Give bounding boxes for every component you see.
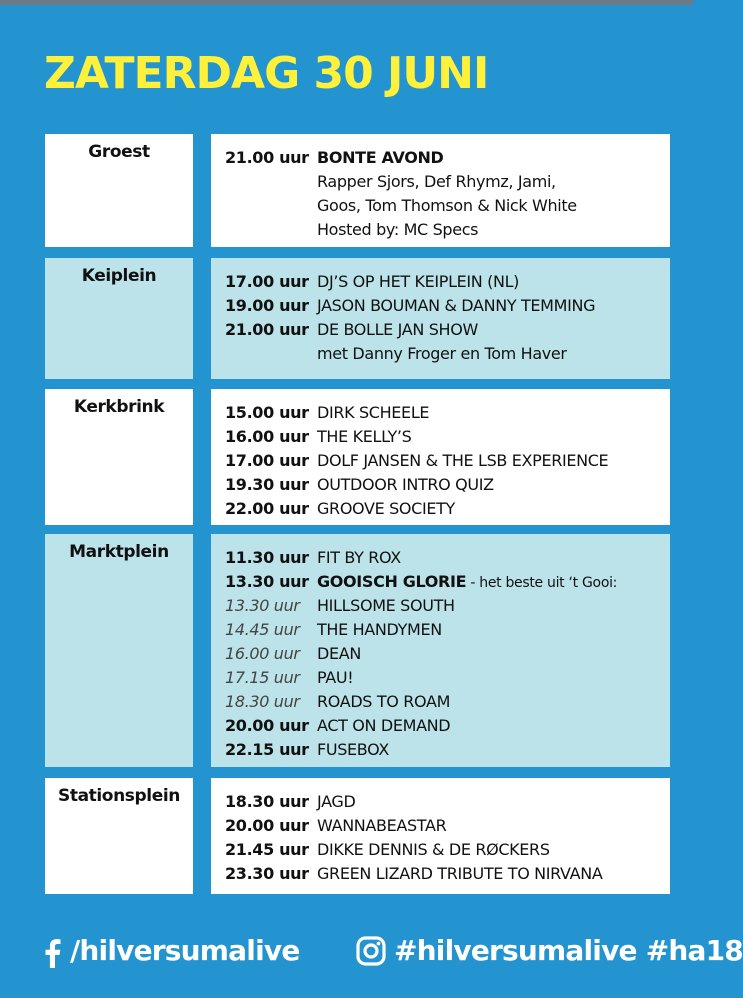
event-time: 18.30 uur: [225, 792, 309, 811]
event-time: 19.30 uur: [225, 475, 309, 494]
event-time: 18.30 uur: [225, 692, 300, 711]
event-act: GOOISCH GLORIE: [317, 572, 467, 591]
event-act: PAU!: [317, 668, 354, 687]
event-act: ROADS TO ROAM: [317, 692, 451, 711]
event-row: [211, 473, 670, 497]
event-act: GROOVE SOCIETY: [317, 499, 455, 518]
event-act: DIKKE DENNIS & DE RØCKERS: [317, 840, 550, 859]
event-row: [211, 546, 670, 570]
event-time: [211, 194, 317, 218]
event-time: 16.00 uur: [225, 644, 300, 663]
event-act: DJ’S OP HET KEIPLEIN (NL): [317, 272, 520, 291]
event-act: JAGD: [317, 792, 356, 811]
event-row: [211, 862, 670, 886]
event-time: 23.30 uur: [225, 864, 309, 883]
schedule-keiplein: [211, 258, 670, 379]
event-act: DEAN: [317, 644, 361, 663]
page-title: ZATERDAG 30 JUNI: [44, 48, 489, 99]
event-act: THE HANDYMEN: [317, 620, 442, 639]
event-act: FIT BY ROX: [317, 548, 401, 567]
event-row: [211, 642, 670, 666]
event-act: Hosted by: MC Specs: [317, 220, 479, 239]
event-row: [211, 218, 670, 242]
instagram-hashtags[interactable]: #hilversumalive #ha18: [394, 934, 743, 967]
event-row: [211, 497, 670, 521]
event-act: THE KELLY’S: [317, 427, 412, 446]
venue-name: Marktplein: [69, 542, 169, 562]
venue-name: Stationsplein: [58, 786, 180, 806]
event-row: [211, 318, 670, 342]
event-time: 13.30 uur: [225, 572, 309, 591]
event-time: [211, 342, 317, 366]
event-act: HILLSOME SOUTH: [317, 596, 455, 615]
event-time: 20.00 uur: [225, 716, 309, 735]
event-time: [211, 170, 317, 194]
event-act: BONTE AVOND: [317, 148, 444, 167]
event-row: [211, 146, 670, 170]
venue-cell-stationsplein: [45, 778, 193, 894]
event-row: [211, 570, 670, 594]
event-row: [211, 738, 670, 762]
venue-cell-kerkbrink: [45, 389, 193, 525]
event-time: 17.00 uur: [225, 451, 309, 470]
event-row: [211, 401, 670, 425]
event-act: DIRK SCHEELE: [317, 403, 430, 422]
event-time: 15.00 uur: [225, 403, 309, 422]
event-row: [211, 666, 670, 690]
venue-cell-marktplein: [45, 534, 193, 767]
event-time: 21.00 uur: [225, 320, 309, 339]
event-time: 13.30 uur: [225, 596, 300, 615]
event-time: 20.00 uur: [225, 816, 309, 835]
schedule-marktplein: [211, 534, 670, 767]
schedule-kerkbrink: [211, 389, 670, 525]
event-row: [211, 194, 670, 218]
event-note: - het beste uit ‘t Gooi:: [466, 575, 618, 591]
event-time: 16.00 uur: [225, 427, 309, 446]
event-time: 11.30 uur: [225, 548, 309, 567]
event-time: 17.15 uur: [225, 668, 300, 687]
event-act: met Danny Froger en Tom Haver: [317, 344, 567, 363]
event-row: [211, 594, 670, 618]
event-act: DE BOLLE JAN SHOW: [317, 320, 478, 339]
event-act: WANNABEASTAR: [317, 816, 447, 835]
venue-name: Keiplein: [81, 266, 157, 286]
event-time: 22.15 uur: [225, 740, 309, 759]
event-row: [211, 714, 670, 738]
event-row: [211, 270, 670, 294]
venue-cell-groest: [45, 134, 193, 247]
event-act: ACT ON DEMAND: [317, 716, 451, 735]
event-time: 21.00 uur: [225, 148, 309, 167]
event-time: 19.00 uur: [225, 296, 309, 315]
schedule-stationsplein: [211, 778, 670, 894]
top-strip: [0, 0, 693, 5]
event-time: 22.00 uur: [225, 499, 309, 518]
event-row: [211, 790, 670, 814]
event-time: 14.45 uur: [225, 620, 300, 639]
event-time: 17.00 uur: [225, 272, 309, 291]
facebook-icon[interactable]: [42, 938, 62, 968]
instagram-icon[interactable]: [356, 936, 386, 966]
event-row: [211, 690, 670, 714]
event-time: 21.45 uur: [225, 840, 309, 859]
event-act: FUSEBOX: [317, 740, 389, 759]
schedule-groest: [211, 134, 670, 247]
event-row: [211, 449, 670, 473]
event-act: Goos, Tom Thomson & Nick White: [317, 196, 577, 215]
event-time: [211, 218, 317, 242]
event-row: [211, 294, 670, 318]
event-act: JASON BOUMAN & DANNY TEMMING: [317, 296, 596, 315]
venue-name: Kerkbrink: [73, 397, 165, 417]
venue-name: Groest: [88, 142, 150, 162]
event-act: GREEN LIZARD TRIBUTE TO NIRVANA: [317, 864, 603, 883]
event-row: [211, 838, 670, 862]
event-row: [211, 170, 670, 194]
facebook-handle[interactable]: /hilversumalive: [70, 934, 300, 967]
event-row: [211, 618, 670, 642]
event-row: [211, 342, 670, 366]
venue-cell-keiplein: [45, 258, 193, 379]
event-act: OUTDOOR INTRO QUIZ: [317, 475, 494, 494]
event-act: DOLF JANSEN & THE LSB EXPERIENCE: [317, 451, 609, 470]
social-footer: [42, 932, 743, 976]
event-row: [211, 425, 670, 449]
event-act: Rapper Sjors, Def Rhymz, Jami,: [317, 172, 556, 191]
event-row: [211, 814, 670, 838]
